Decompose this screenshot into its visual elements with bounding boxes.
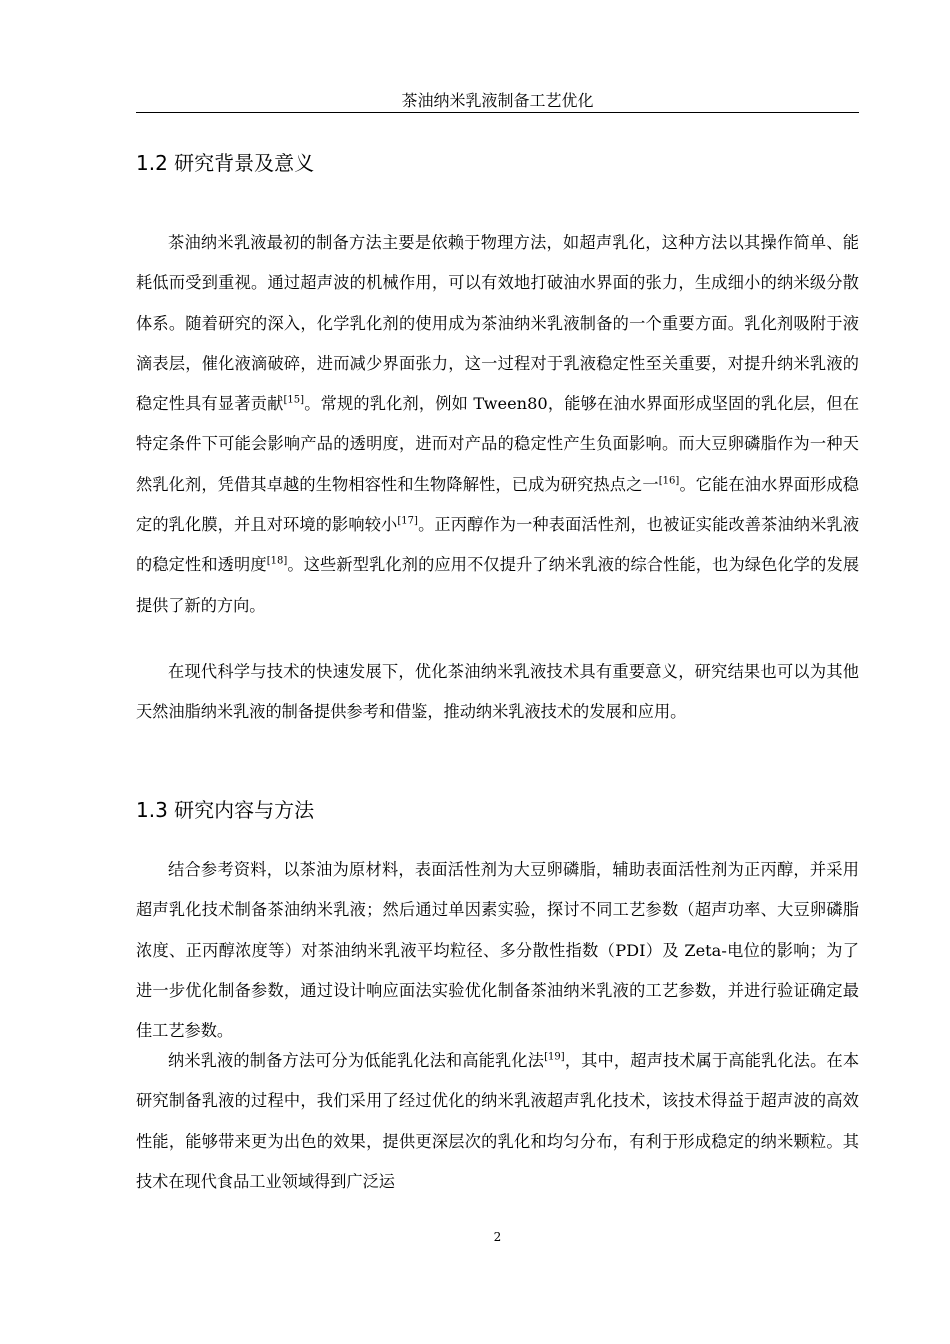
text-run: 。它能在油水界面形成稳定的乳化膜，并且对环境的影响较小: [136, 474, 859, 535]
section-heading-1-2: 1.2 研究背景及意义: [136, 151, 315, 175]
section-1-2-paragraph-2: 在现代科学与技术的快速发展下，优化茶油纳米乳液技术具有重要意义，研究结果也可以为其他天然油脂纳米乳液的制备提供参考和借鉴，推动纳米乳液技术的发展和应用。: [136, 662, 859, 722]
citation-ref: [17]: [397, 515, 418, 527]
text-run: 。正丙醇作为一种表面活性剂，也被证实能改善茶油纳米乳液的稳定性和透明度: [136, 515, 860, 575]
text-run: 茶油纳米乳液最初的制备方法主要是依赖于物理方法，如超声乳化，这种方法以其操作简单、能耗低而受到重视。通过超声波的机械作用，可以有效地打破油水界面的张力，生成细小的纳米级分散体系。随着研究的深入，化学乳化剂的使用成为茶油纳米乳液制备的一个重要方面。乳化剂吸附于液滴表层，催化液滴破碎，进而减少界面张力，这一过程对于乳液稳定性至关重要，对提升纳米乳液的稳定性具有显著贡献: [136, 233, 859, 414]
page-number: 2: [493, 1230, 502, 1244]
citation-ref: [18]: [266, 555, 288, 567]
section-heading-1-3: 1.3 研究内容与方法: [136, 798, 315, 822]
section-1-2-paragraph-1: [136, 223, 859, 626]
citation-ref: [15]: [283, 394, 305, 406]
citation-ref: [16]: [658, 475, 680, 487]
text-run: 。这些新型乳化剂的应用不仅提升了纳米乳液的综合性能，也为绿色化学的发展提供了新的方向。: [136, 555, 860, 615]
citation-ref: [19]: [544, 1051, 565, 1063]
text-run: 。常规的乳化剂，例如 Tween80，能够在油水界面形成坚固的乳化层，但在特定条件下可能会影响产品的透明度，进而对产品的稳定性产生负面影响。而大豆卵磷脂作为一种天然乳化剂，凭借其卓越的生物相容性和生物降解性，已成为研究热点之一: [136, 394, 860, 494]
header-rule: [136, 112, 859, 113]
running-header: 茶油纳米乳液制备工艺优化: [401, 91, 594, 110]
text-run: ，其中，超声技术属于高能乳化法。在本研究制备乳液的过程中，我们采用了经过优化的纳米乳液超声乳化技术，该技术得益于超声波的高效性能，能够带来更为出色的效果，提供更深层次的乳化和均匀分布，有利于形成稳定的纳米颗粒。其技术在现代食品工业领域得到广泛运: [136, 1051, 860, 1191]
text-run: 纳米乳液的制备方法可分为低能乳化法和高能乳化法: [168, 1051, 545, 1070]
section-1-3-paragraph-2: [136, 1041, 859, 1202]
section-1-3-paragraph-1: 结合参考资料，以茶油为原材料，表面活性剂为大豆卵磷脂，辅助表面活性剂为正丙醇，并采用超声乳化技术制备茶油纳米乳液；然后通过单因素实验，探讨不同工艺参数（超声功率、大豆卵磷脂浓度、正丙醇浓度等）对茶油纳米乳液平均粒径、多分散性指数（PDI）及 Zeta-电位的影响；为了进一步优化制备参数，通过设计响应面法实验优化制备茶油纳米乳液的工艺参数，并进行验证确定最佳工艺参数。: [136, 860, 859, 1041]
